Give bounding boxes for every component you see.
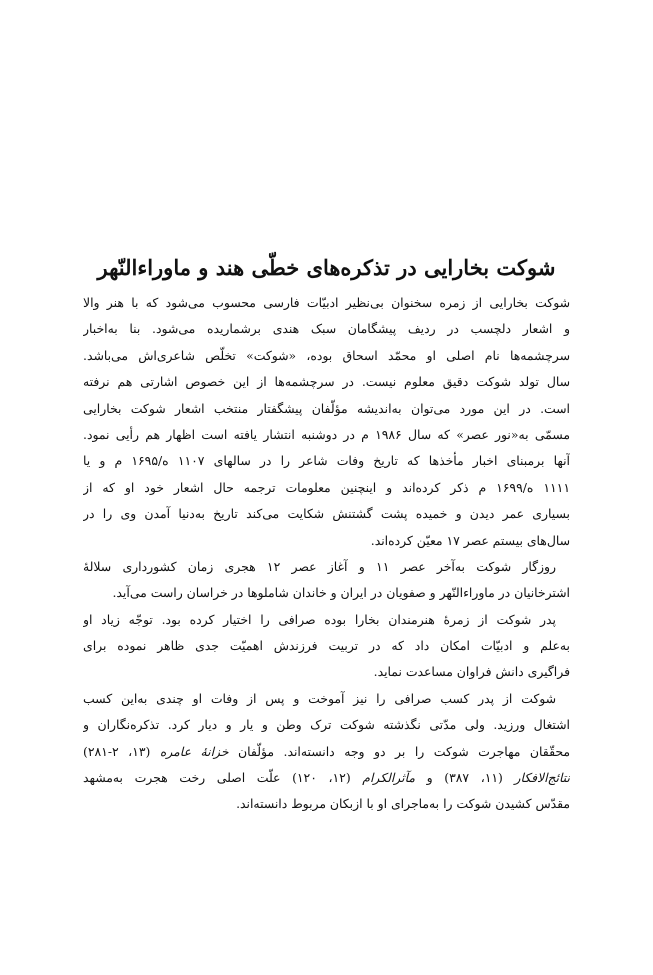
- text-segment: شوکت بخارایی از زمره سخنوان بی‌نظیر ادبیّات فارسی محسوب می‌شود که با هنر والا: [83, 295, 570, 310]
- text-segment: (۱۲، ۱۲۰) علّت اصلی رخت هجرت به‌مشهد: [83, 770, 363, 786]
- text-segment: ۱۱۱۱ ه/۱۶۹۹ م ذکر کرده‌اند و اینچنین معلومات ترجمه حال اشعار خود او که از: [83, 479, 570, 495]
- text-segment: و اشعار دلچسب در ردیف پیشگامان سبک هندی برشمارید‌ه می‌شود. بنا به‌اخبار: [83, 321, 570, 337]
- text-line: [83, 765, 570, 791]
- text-line: [83, 580, 570, 606]
- text-line: [83, 343, 570, 369]
- text-segment: (۱۳، ۲-۲۸۱): [83, 743, 160, 759]
- text-segment: شوکت از پدر کسب صرافی را نیز آموخت و پس از وفات او چندی به‌این کسب: [83, 690, 556, 706]
- text-line: [83, 369, 570, 395]
- text-segment: اشتغال ورزید. ولی مدّتی نگذشته شوکت ترک وطن و یار و دیار کرد. تذکره‌نگاران و: [83, 717, 570, 733]
- text-line: [83, 396, 570, 422]
- text-segment: فراگیری دانش فراوان مساعدت نماید.: [373, 664, 570, 680]
- text-line: [83, 501, 570, 527]
- text-segment: سال‌های بیستم عصر ۱۷ معیّن کرده‌اند.: [370, 532, 570, 548]
- text-segment: است. در این مورد می‌توان به‌اندیشه مؤلّفان پیشگفتار منتخب اشعار شوکت بخارایی: [83, 400, 570, 416]
- text-segment: بسیاری عمر دیدن و خمیده پشت گشتنش شکایت می‌کند تاریخ به‌دنیا آمدن وی را در: [83, 506, 570, 522]
- text-segment: سرچشمه‌ها نام اصلی او محمّد اسحاق بوده، «شوکت» تخلّص شاعری‌اش می‌باشد.: [83, 347, 570, 363]
- text-line: [83, 659, 570, 685]
- text-segment: محقّقان مهاجرت شوکت را بر دو وجه دانسته‌اند. مؤلّفان: [228, 743, 570, 759]
- text-line: [83, 475, 570, 501]
- text-segment: (۱۱، ۳۸۷) و: [415, 770, 515, 786]
- italic-title: مآثرالکرام: [362, 770, 416, 786]
- text-segment: مسمّی به«نور عصر» که سال ۱۹۸۶ م در دوشنبه انتشار یافته است اظهار هم رأیی نمود.: [83, 426, 570, 442]
- text-segment: مقدّس کشیدن شوکت را به‌ماجرای او با ازبکان مربوط دانسته‌اند.: [236, 796, 570, 812]
- text-line: [83, 739, 570, 765]
- text-line: [83, 554, 570, 580]
- text-line: [83, 448, 570, 474]
- text-line: [83, 316, 570, 342]
- text-line: [83, 290, 570, 316]
- text-line: [83, 791, 570, 817]
- text-segment: سال تولد شوکت دقیق معلوم نیست. در سرچشمه‌ها از این خصوص اشارتی هم نرفته: [83, 374, 570, 390]
- text-line: [83, 686, 570, 712]
- text-segment: به‌علم و ادبیّات امکان داد که در تربیت فرزندش اهمیّت جدی ظاهر نموده برای: [83, 638, 570, 654]
- text-segment: پدر شوکت از زمرهٔ هنرمندان بخارا بوده صرافی را اختیار کرده بود. توجّه زیاد او: [83, 611, 556, 627]
- italic-title: نتائج‌الافکار: [514, 770, 570, 786]
- text-line: [83, 712, 570, 738]
- text-line: [83, 422, 570, 448]
- text-segment: اشترخانیان در ماوراءالنّهر و صفویان در ایران و خاندان شاملوها در خراسان راست می‌آید.: [112, 585, 570, 601]
- text-line: [83, 528, 570, 554]
- text-segment: آنها برمبنای اخبار مأخذها که تاریخ وفات شاعر را در سالهای ۱۱۰۷ ه/۱۶۹۵ م و یا: [83, 453, 570, 469]
- body-text: [83, 290, 570, 818]
- italic-title: خزانهٔ عامره: [159, 743, 229, 759]
- text-line: [83, 633, 570, 659]
- page-title: شوکت بخارایی در تذکره‌های خطّی هند و ماوراءالنّهر: [97, 255, 556, 281]
- text-segment: روزگار شوکت به‌آخر عصر ۱۱ و آغاز عصر ۱۲ هجری زمان کشورداری سلالهٔ: [83, 558, 556, 574]
- text-line: [83, 607, 570, 633]
